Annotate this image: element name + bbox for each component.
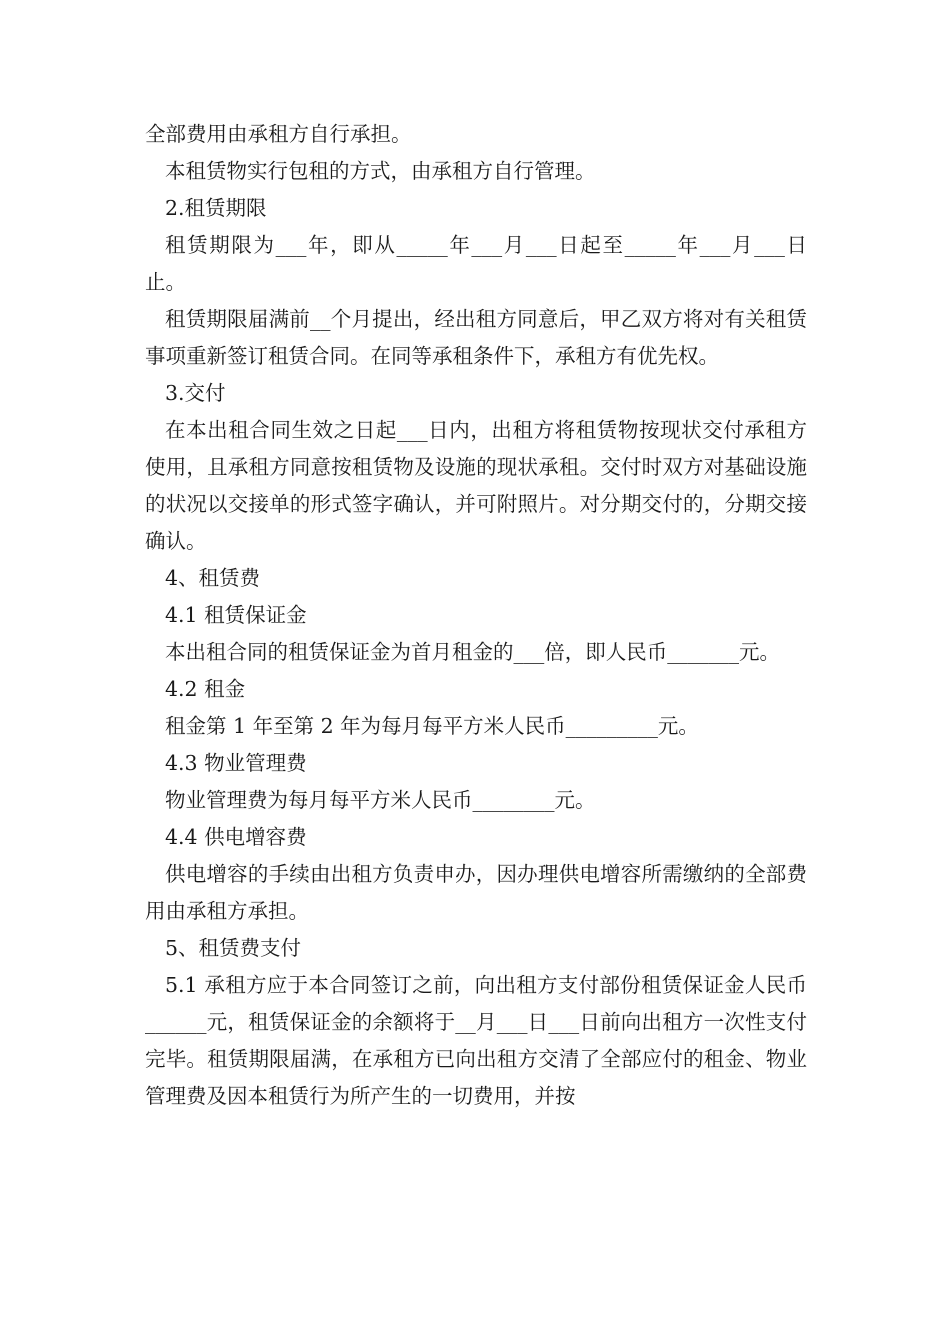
subsection-heading: 4.1 租赁保证金 [165, 603, 307, 627]
paragraph: 本租赁物实行包租的方式，由承租方自行管理。 [165, 159, 596, 183]
paragraph: 在本出租合同生效之日起___日内，出租方将租赁物按现状交付承租方使用，且承租方同意按租赁物及设施的现状承租。交付时双方对基础设施的状况以交接单的形式签字确认，并可附照片。对分期交付的，分期交接确认。 [145, 418, 807, 553]
paragraph: 5.1 承租方应于本合同签订之前，向出租方支付部份租赁保证金人民币______元，租赁保证金的余额将于__月___日___日前向出租方一次性支付完毕。租赁期限届满，在承租方已向出租方交清了全部应付的租金、物业管理费及因本租赁行为所产生的一切费用，并按 [145, 973, 807, 1108]
paragraph: 供电增容的手续由出租方负责申办，因办理供电增容所需缴纳的全部费用由承租方承担。 [145, 862, 807, 923]
paragraph: 本出租合同的租赁保证金为首月租金的___倍，即人民币_______元。 [165, 640, 780, 664]
paragraph: 全部费用由承租方自行承担。 [145, 122, 412, 146]
paragraph: 租赁期限为___年，即从_____年___月___日起至_____年___月___日止。 [145, 233, 807, 294]
section-heading: 2.租赁期限 [165, 196, 267, 220]
section-heading: 5、租赁费支付 [165, 936, 302, 960]
paragraph: 租金第 1 年至第 2 年为每月每平方米人民币_________元。 [165, 714, 699, 738]
document-page [145, 116, 807, 1115]
section-heading: 4、租赁费 [165, 566, 261, 590]
paragraph: 物业管理费为每月每平方米人民币________元。 [165, 788, 596, 812]
subsection-heading: 4.3 物业管理费 [165, 751, 307, 775]
section-heading: 3.交付 [165, 381, 226, 405]
subsection-heading: 4.2 租金 [165, 677, 246, 701]
subsection-heading: 4.4 供电增容费 [165, 825, 307, 849]
paragraph: 租赁期限届满前__个月提出，经出租方同意后，甲乙双方将对有关租赁事项重新签订租赁合同。在同等承租条件下，承租方有优先权。 [145, 307, 807, 368]
